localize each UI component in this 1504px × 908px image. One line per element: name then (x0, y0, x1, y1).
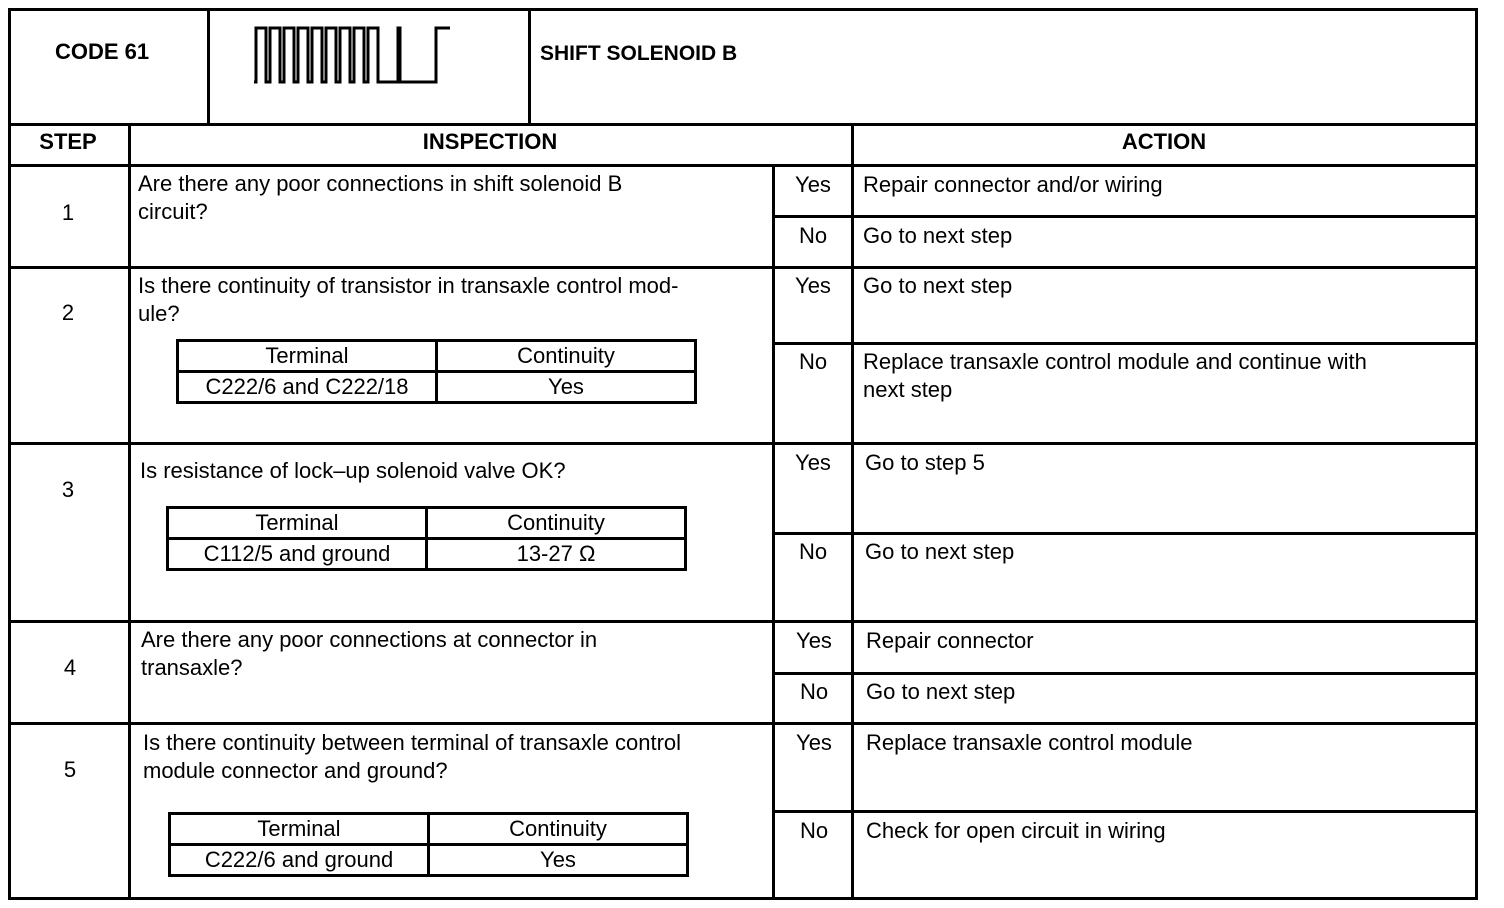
yes-action: Replace transaxle control module (866, 730, 1193, 755)
yes-label: Yes (796, 628, 832, 653)
step-question-line: ule? (138, 301, 180, 326)
column-header-action: ACTION (1121, 129, 1207, 154)
continuity-header: Continuity (427, 508, 686, 539)
column-header-inspection: INSPECTION (422, 129, 558, 154)
action-col-divider (851, 123, 854, 900)
step-question-line: Is there continuity between terminal of transaxle control (143, 730, 682, 755)
no-label: No (798, 223, 828, 248)
terminal-header: Terminal (170, 814, 429, 845)
step-question-line: Is there continuity of transistor in transaxle control mod- (138, 273, 679, 298)
step-number: 4 (63, 655, 77, 680)
yes-label: Yes (796, 730, 832, 755)
yes-action: Repair connector and/or wiring (863, 172, 1163, 197)
step-question-line: module connector and ground? (143, 758, 448, 783)
terminal-value: C222/6 and ground (170, 845, 429, 876)
yes-no-split-4 (772, 672, 1478, 675)
yes-action: Repair connector (866, 628, 1034, 653)
continuity-header: Continuity (437, 341, 696, 372)
terminal-table (176, 339, 697, 404)
yes-no-split-1 (772, 215, 1478, 218)
no-action: next step (863, 377, 953, 402)
terminal-table (166, 506, 687, 571)
row-divider-4 (8, 722, 1478, 725)
column-header-bottom (8, 164, 1478, 167)
yes-no-split-3 (772, 532, 1478, 535)
no-label: No (798, 349, 828, 374)
no-action: Go to next step (866, 679, 1016, 704)
terminal-value: C112/5 and ground (168, 539, 427, 570)
yes-action: Go to next step (863, 273, 1013, 298)
code-label: CODE 61 (55, 39, 150, 64)
step-question-line: Is resistance of lock–up solenoid valve OK? (140, 458, 566, 483)
continuity-header: Continuity (429, 814, 688, 845)
no-label: No (799, 818, 829, 843)
yes-label: Yes (795, 450, 831, 475)
header-divider-1 (207, 8, 210, 126)
header-divider-2 (528, 8, 531, 126)
continuity-value: 13-27 Ω (427, 539, 686, 570)
yes-no-split-2 (772, 342, 1478, 345)
header-box (8, 8, 1478, 126)
column-header-step: STEP (39, 129, 97, 154)
header-title: SHIFT SOLENOID B (540, 42, 738, 65)
step-question-line: transaxle? (141, 655, 243, 680)
no-action: Go to next step (865, 539, 1015, 564)
continuity-value: Yes (437, 372, 696, 403)
no-label: No (799, 679, 829, 704)
yes-no-split-5 (772, 810, 1478, 813)
step-question-line: Are there any poor connections at connector in (141, 627, 598, 652)
row-divider-1 (8, 266, 1478, 269)
step-number: 1 (61, 200, 75, 225)
step-question-line: Are there any poor connections in shift solenoid B (138, 171, 623, 196)
no-action: Go to next step (863, 223, 1013, 248)
pulse-waveform-icon (248, 24, 458, 88)
step-number: 3 (61, 477, 75, 502)
yes-label: Yes (795, 273, 831, 298)
yes-label: Yes (795, 172, 831, 197)
terminal-header: Terminal (168, 508, 427, 539)
row-divider-3 (8, 620, 1478, 623)
step-question-line: circuit? (138, 199, 208, 224)
no-action: Replace transaxle control module and continue with (863, 349, 1367, 374)
terminal-table (168, 812, 689, 877)
terminal-header: Terminal (178, 341, 437, 372)
step-number: 5 (63, 757, 77, 782)
no-action: Check for open circuit in wiring (866, 818, 1166, 843)
no-label: No (798, 539, 828, 564)
continuity-value: Yes (429, 845, 688, 876)
yes-action: Go to step 5 (865, 450, 985, 475)
row-divider-2 (8, 442, 1478, 445)
terminal-value: C222/6 and C222/18 (178, 372, 437, 403)
step-number: 2 (61, 300, 75, 325)
